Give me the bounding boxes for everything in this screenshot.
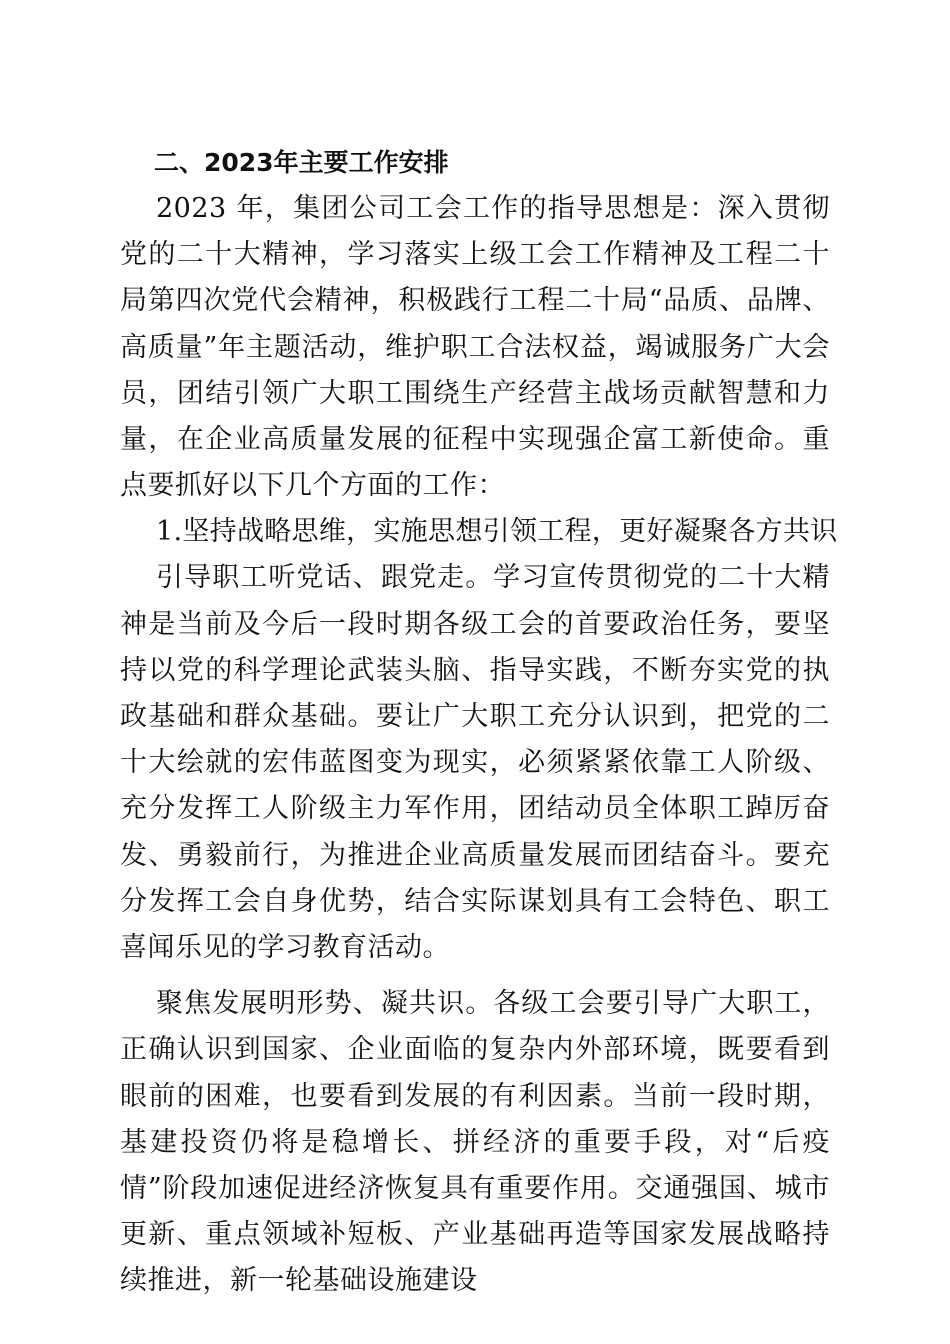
subsection-1-title: 1.坚持战略思维，实施思想引领工程，更好凝聚各方共识 xyxy=(156,516,838,548)
document-body xyxy=(120,140,838,1305)
section-heading: 二、2023年主要工作安排 xyxy=(154,148,449,177)
guiding-thought-paragraph: 2023 年，集团公司工会工作的指导思想是：深入贯彻党的二十大精神，学习落实上级工会工作精神及工程二十局第四次党代会精神，积极践行工程二十局“品质、品牌、高质量”年主题活动，维护职工合法权益，竭诚服务广大会员，团结引领广大职工围绕生产经营主战场贡献智慧和力量，在企业高质量发展的征程中实现强企富工新使命。重点要抓好以下几个方面的工作： xyxy=(120,193,830,502)
subsection-1-paragraph-2: 聚焦发展明形势、凝共识。各级工会要引导广大职工，正确认识到国家、企业面临的复杂内外部环境，既要看到眼前的困难，也要看到发展的有利因素。当前一段时期，基建投资仍将是稳增长、拼经济的重要手段，对“后疫情”阶段加速促进经济恢复具有重要作用。交通强国、城市更新、重点领域补短板、产业基础再造等国家发展战略持续推进，新一轮基础设施建设 xyxy=(120,988,830,1297)
subsection-1-paragraph-1: 引导职工听党话、跟党走。学习宣传贯彻党的二十大精神是当前及今后一段时期各级工会的首要政治任务，要坚持以党的科学理论武装头脑、指导实践，不断夯实党的执政基础和群众基础。要让广大职工充分认识到，把党的二十大绘就的宏伟蓝图变为现实，必须紧紧依靠工人阶级、充分发挥工人阶级主力军作用，团结动员全体职工踔厉奋发、勇毅前行，为推进企业高质量发展而团结奋斗。要充分发挥工会自身优势，结合实际谋划具有工会特色、职工喜闻乐见的学习教育活动。 xyxy=(120,562,830,964)
